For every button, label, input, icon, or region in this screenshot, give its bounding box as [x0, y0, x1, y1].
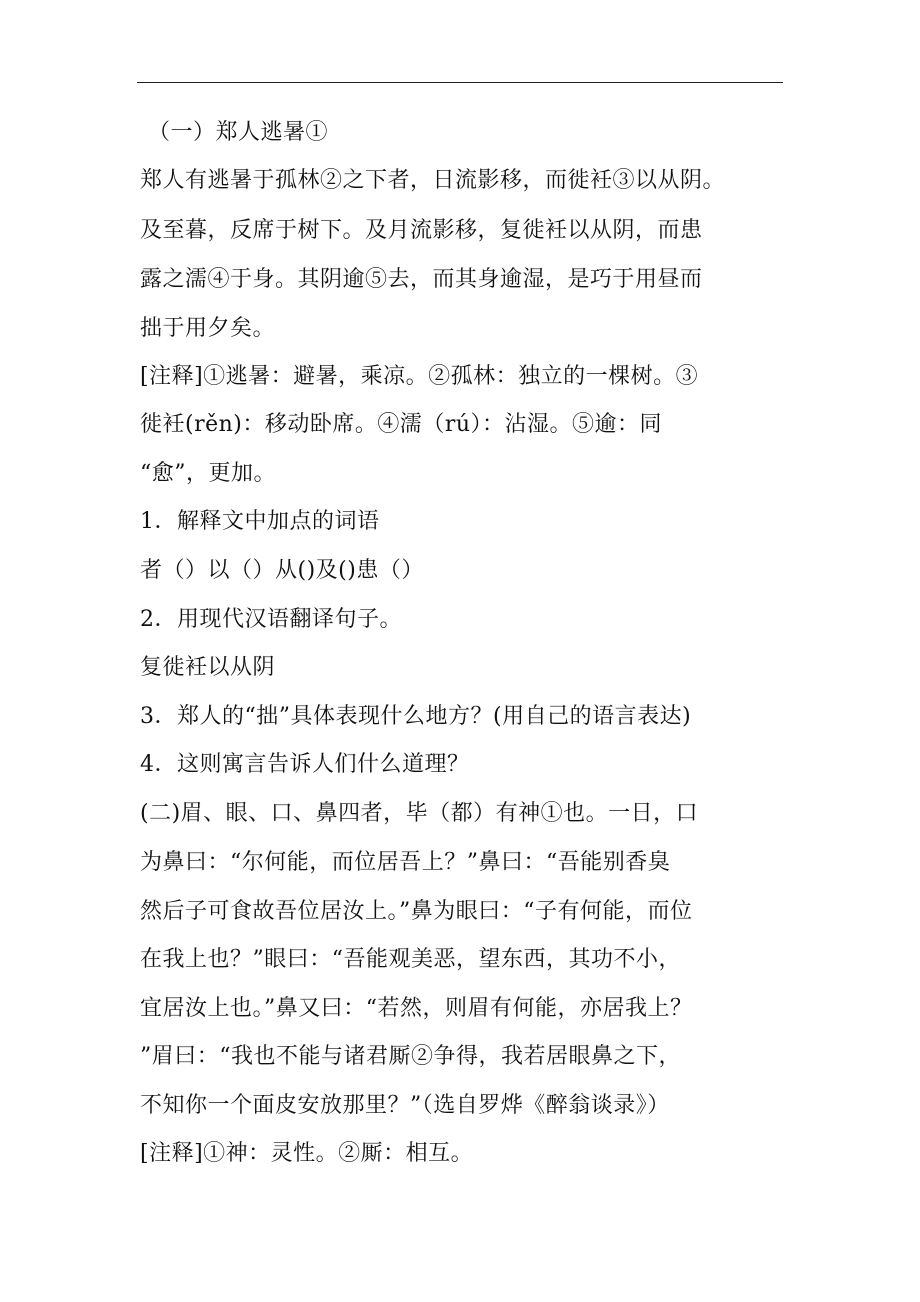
passage-1-line: 露之濡④于身。其阴逾⑤去，而其身逾湿，是巧于用昼而: [140, 267, 703, 292]
passage-2-line: 为鼻曰：“尔何能，而位居吾上？”鼻曰：“吾能别香臭: [140, 850, 671, 875]
passage-1-line: 及至暮，反席于树下。及月流影移，复徙衽以从阴，而患: [140, 218, 703, 243]
question-1-blanks: 者（）以（）从()及()患（）: [140, 558, 424, 583]
passage-2-line: ”眉曰：“我也不能与诸君厮②争得，我若居眼鼻之下，: [140, 1044, 681, 1069]
question-2-sentence: 复徙衽以从阴: [140, 655, 276, 680]
passage-2-line: 宜居汝上也。”鼻又曰：“若然，则眉有何能，亦居我上？: [140, 996, 693, 1021]
annotation-1-line: “愈”，更加。: [140, 461, 276, 486]
question-1: 1．解释文中加点的词语: [140, 509, 380, 534]
passage-2-line: 不知你一个面皮安放那里？”（选自罗烨《醉翁谈录》）: [140, 1093, 670, 1118]
header-rule: [137, 82, 783, 83]
passage-1-line: 拙于用夕矣。: [140, 316, 276, 341]
section-1-title: （一）郑人逃暑①: [148, 120, 329, 145]
passage-1-line: 郑人有逃暑于孤林②之下者，日流影移，而徙衽③以从阴。: [140, 168, 726, 193]
annotation-1-line: 徙衽(rěn)：移动卧席。④濡（rú）：沾湿。⑤逾：同: [140, 412, 663, 437]
section-2-line: (二)眉、眼、口、鼻四者，毕（都）有神①也。一日，口: [140, 801, 699, 826]
question-2: 2．用现代汉语翻译句子。: [140, 607, 402, 632]
question-3: 3．郑人的“拙”具体表现什么地方？(用自己的语言表达): [140, 704, 692, 729]
passage-2-line: 在我上也？”眼曰：“吾能观美恶，望东西，其功不小，: [140, 947, 681, 972]
annotation-2-line: [注释]①神：灵性。②厮：相互。: [140, 1141, 474, 1166]
passage-2-line: 然后子可食故吾位居汝上。”鼻为眼曰：“子有何能，而位: [140, 899, 693, 924]
annotation-1-line: [注释]①逃暑：避暑，乘凉。②孤林：独立的一棵树。③: [140, 364, 699, 389]
question-4: 4．这则寓言告诉人们什么道理？: [140, 752, 470, 777]
